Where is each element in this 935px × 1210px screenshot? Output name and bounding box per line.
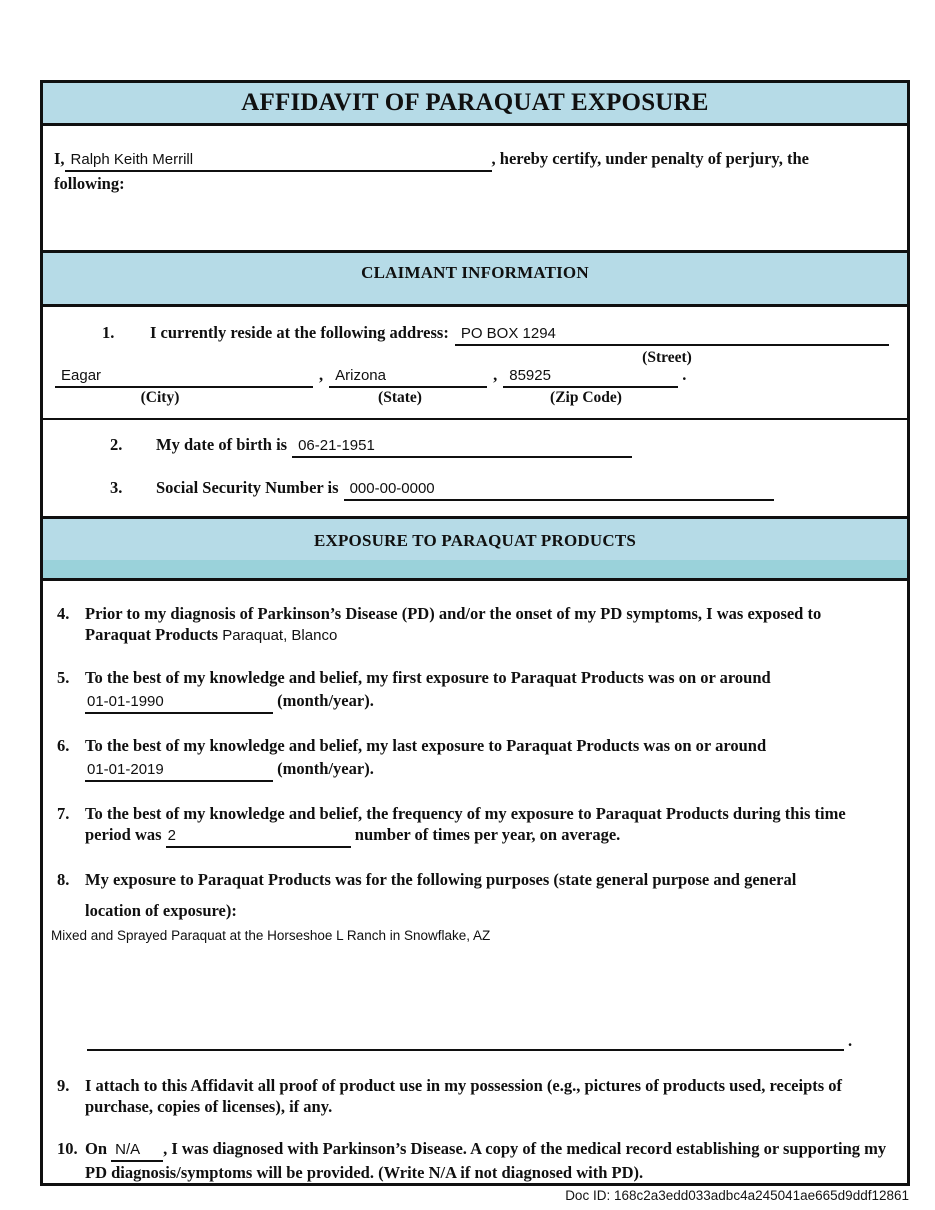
city-state-zip-row (55, 365, 889, 388)
intro-certify-text-2: following: (54, 174, 125, 193)
claimant-header-band (43, 250, 907, 307)
item-8-line-terminator: . (848, 1031, 853, 1050)
state-value: Arizona (335, 367, 386, 384)
item-10 (57, 1138, 891, 1183)
address-terminator: . (682, 365, 687, 384)
item-9-body (85, 1075, 891, 1117)
item-8-text-2: location of exposure): (85, 901, 237, 920)
products-used-value: Paraquat, Blanco (222, 627, 338, 644)
item-2-label: My date of birth is (156, 435, 288, 454)
street-value: PO BOX 1294 (460, 325, 556, 342)
item-8-blank-line-row (85, 1030, 891, 1051)
exposure-band-accent-strip (43, 560, 907, 578)
street-field (455, 323, 889, 346)
item-3-number: 3. (110, 478, 123, 497)
diagnosis-date-value: N/A (115, 1141, 141, 1158)
affiant-name-value: Ralph Keith Merrill (70, 151, 194, 168)
dob-field (292, 435, 632, 458)
item-6-text: To the best of my knowledge and belief, my last exposure to Paraquat Products was on or around (85, 736, 767, 755)
affiant-name-field (65, 149, 492, 172)
dob-value: 06-21-1951 (298, 437, 375, 454)
address-section (43, 307, 907, 418)
item-4-text: Prior to my diagnosis of Parkinson’s Disease (PD) and/or the onset of my PD symptoms, I was exposed to Paraquat Products (85, 604, 822, 644)
frequency-value: 2 (167, 827, 177, 844)
item-8-text: My exposure to Paraquat Products was for the following purposes (state general purpose and general (85, 870, 797, 889)
item-6 (57, 735, 891, 782)
item-9-number: 9. (57, 1076, 70, 1095)
item-2-row (110, 435, 632, 458)
item-7-text-after: number of times per year, on average. (354, 825, 621, 844)
state-caption: (State) (378, 389, 422, 406)
item-4-number: 4. (57, 604, 70, 623)
item-3-row (110, 478, 774, 501)
city-field (55, 365, 313, 388)
diagnosis-date-field (111, 1139, 163, 1162)
item-7-number: 7. (57, 804, 70, 823)
item-5-body (85, 667, 891, 714)
first-exposure-date-value: 01-01-1990 (87, 693, 164, 710)
item-6-answer-line (85, 758, 891, 782)
item-1-number: 1. (102, 323, 115, 342)
zip-value: 85925 (509, 367, 551, 384)
last-exposure-date-field (85, 759, 273, 782)
item-8-number: 8. (57, 870, 70, 889)
street-caption: (Street) (642, 349, 692, 366)
zip-caption: (Zip Code) (550, 389, 622, 406)
form-title: AFFIDAVIT OF PARAQUAT EXPOSURE (241, 89, 709, 116)
item-10-number: 10. (57, 1139, 78, 1158)
item-5-suffix: (month/year). (277, 691, 374, 710)
item-8-body (51, 869, 891, 1051)
ssn-field (344, 478, 774, 501)
first-exposure-date-field (85, 691, 273, 714)
item-5-number: 5. (57, 668, 70, 687)
item-5-text: To the best of my knowledge and belief, my first exposure to Paraquat Products was on or around (85, 668, 771, 687)
item-6-suffix: (month/year). (277, 759, 374, 778)
item-10-text-after: , I was diagnosed with Parkinson’s Disease. A copy of the medical record establishing or supporting my PD diagnosis/symptoms will be provided. (Write N/A if not diagnosed with PD). (85, 1139, 887, 1182)
item-9 (57, 1075, 891, 1117)
address-comma-2: , (493, 365, 498, 384)
item-7-body (85, 803, 891, 848)
item-7 (57, 803, 891, 848)
frequency-field (166, 825, 351, 848)
address-comma-1: , (319, 365, 324, 384)
doc-id: Doc ID: 168c2a3edd033adbc4a245041ae665d9ddf12861 (565, 1188, 909, 1203)
item-10-text-before: On (85, 1139, 108, 1158)
exposure-header-band (43, 516, 907, 581)
item-7-text-before: To the best of my knowledge and belief, the frequency of my exposure to Paraquat Products during this time period was (85, 804, 846, 844)
item-3-label: Social Security Number is (156, 478, 339, 497)
item-2-number: 2. (110, 435, 123, 454)
exposure-section (43, 581, 907, 1183)
item-6-body (85, 735, 891, 782)
item-10-body (85, 1138, 891, 1183)
intro-prefix: I, (54, 149, 65, 168)
claimant-header: CLAIMANT INFORMATION (361, 263, 589, 282)
form-title-band (43, 83, 907, 126)
exposure-header: EXPOSURE TO PARAQUAT PRODUCTS (313, 531, 637, 550)
last-exposure-date-value: 01-01-2019 (87, 761, 164, 778)
intro-certify-text: , hereby certify, under penalty of perjury, the (491, 149, 809, 168)
item-8 (51, 869, 891, 1051)
ssn-value: 000-00-0000 (349, 480, 435, 497)
item-5-answer-line (85, 690, 891, 714)
state-field (329, 365, 487, 388)
item-5 (57, 667, 891, 714)
city-value: Eagar (61, 367, 102, 384)
purpose-answer-value: Mixed and Sprayed Paraquat at the Horseshoe L Ranch in Snowflake, AZ (51, 928, 491, 943)
item-6-number: 6. (57, 736, 70, 755)
intro-text (43, 126, 907, 195)
dob-ssn-section (43, 418, 907, 516)
purpose-blank-line (87, 1039, 844, 1051)
item-4 (57, 603, 891, 646)
item-1-row (102, 323, 889, 346)
affidavit-form (40, 80, 910, 1186)
item-4-body (85, 603, 891, 646)
zip-field (503, 365, 678, 388)
city-caption: (City) (140, 389, 180, 406)
intro-section (43, 126, 907, 250)
item-1-label: I currently reside at the following address: (150, 323, 449, 342)
item-9-text: I attach to this Affidavit all proof of product use in my possession (e.g., pictures of products used, receipts of purchase, copies of licenses), if any. (85, 1076, 843, 1116)
